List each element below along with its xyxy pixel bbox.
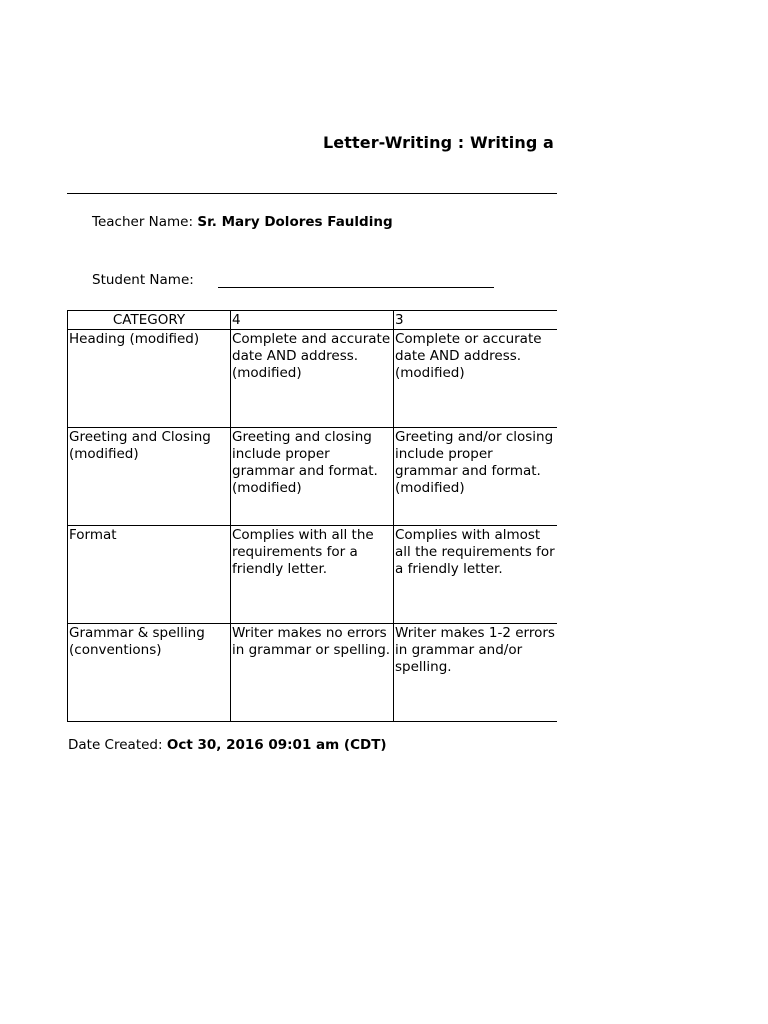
header-score-4: 4 bbox=[231, 311, 394, 330]
table-row bbox=[68, 624, 558, 722]
row-score-3: Writer makes 1-2 errors in grammar and/or spelling. bbox=[394, 624, 558, 722]
row-category: Grammar & spelling (conventions) bbox=[68, 624, 231, 722]
header-score-3: 3 bbox=[394, 311, 558, 330]
student-name-label: Student Name: bbox=[92, 272, 194, 288]
row-score-3: Complies with almost all the requirements for a friendly letter. bbox=[394, 526, 558, 624]
student-name-blank bbox=[218, 287, 494, 288]
teacher-name-value: Sr. Mary Dolores Faulding bbox=[197, 214, 393, 230]
table-row bbox=[68, 526, 558, 624]
row-score-4: Complete and accurate date AND address. (modified) bbox=[231, 330, 394, 428]
teacher-name-line bbox=[92, 214, 393, 230]
table-row bbox=[68, 428, 558, 526]
rubric-table bbox=[67, 310, 557, 722]
header-category: CATEGORY bbox=[68, 311, 231, 330]
title-divider bbox=[67, 193, 557, 194]
page-title: Letter-Writing : Writing a bbox=[323, 133, 554, 152]
student-name-line bbox=[92, 272, 194, 288]
teacher-name-label: Teacher Name: bbox=[92, 214, 194, 230]
row-score-3: Complete or accurate date AND address. (modified) bbox=[394, 330, 558, 428]
row-score-4: Complies with all the requirements for a friendly letter. bbox=[231, 526, 394, 624]
row-category: Greeting and Closing (modified) bbox=[68, 428, 231, 526]
row-category: Format bbox=[68, 526, 231, 624]
rubric-header-row bbox=[68, 311, 558, 330]
date-created-value: Oct 30, 2016 09:01 am (CDT) bbox=[166, 737, 387, 753]
date-created-line bbox=[68, 737, 387, 753]
date-created-label: Date Created: bbox=[68, 737, 163, 753]
table-row bbox=[68, 330, 558, 428]
row-score-4: Greeting and closing include proper grammar and format. (modified) bbox=[231, 428, 394, 526]
row-score-3: Greeting and/or closing include proper grammar and format. (modified) bbox=[394, 428, 558, 526]
row-score-4: Writer makes no errors in grammar or spelling. bbox=[231, 624, 394, 722]
row-category: Heading (modified) bbox=[68, 330, 231, 428]
